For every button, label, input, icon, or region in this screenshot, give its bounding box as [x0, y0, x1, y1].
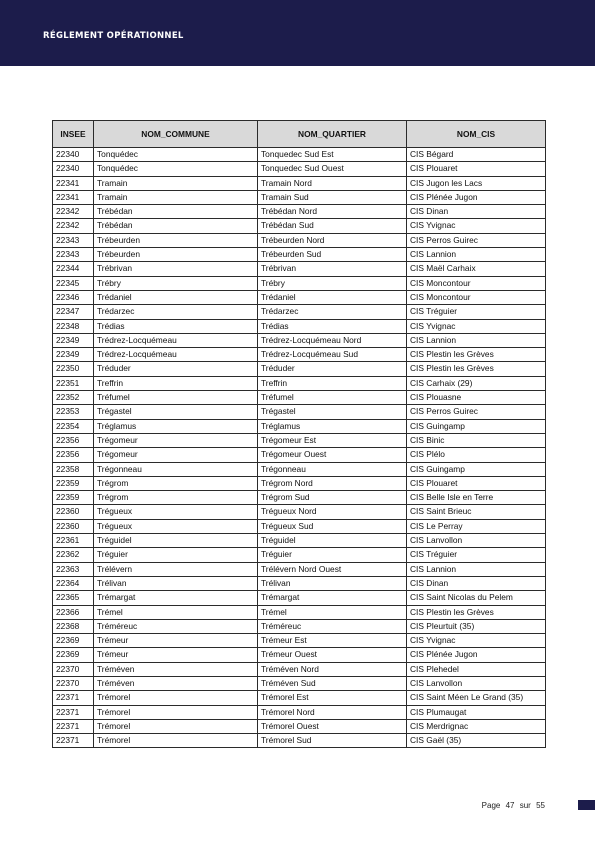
- cis-cell: CIS Guingamp: [407, 462, 546, 476]
- commune-cell: Trémeur: [94, 648, 258, 662]
- table-row: [53, 205, 546, 219]
- quartier-cell: Trébrivan: [258, 262, 407, 276]
- cis-cell: CIS Jugon les Lacs: [407, 176, 546, 190]
- insee-cell: 22352: [53, 391, 94, 405]
- table-row: [53, 576, 546, 590]
- cis-cell: CIS Moncontour: [407, 290, 546, 304]
- cis-cell: CIS Lannion: [407, 562, 546, 576]
- commune-cell: Trédias: [94, 319, 258, 333]
- table-row: [53, 333, 546, 347]
- cis-cell: CIS Plumaugat: [407, 705, 546, 719]
- commune-cell: Tonquédec: [94, 148, 258, 162]
- table-row: [53, 190, 546, 204]
- commune-cell: Tréméven: [94, 676, 258, 690]
- table-row: [53, 305, 546, 319]
- insee-cell: 22370: [53, 676, 94, 690]
- page-footer: [479, 801, 545, 810]
- cis-cell: CIS Le Perray: [407, 519, 546, 533]
- page-number: 47: [505, 801, 515, 810]
- table-row: [53, 276, 546, 290]
- cis-cell: CIS Maël Carhaix: [407, 262, 546, 276]
- cis-cell: CIS Yvignac: [407, 219, 546, 233]
- insee-cell: 22360: [53, 519, 94, 533]
- table-row: [53, 534, 546, 548]
- column-header-nom-cis: NOM_CIS: [407, 121, 546, 148]
- commune-cell: Tramain: [94, 176, 258, 190]
- quartier-cell: Trémorel Est: [258, 691, 407, 705]
- insee-cell: 22350: [53, 362, 94, 376]
- cis-cell: CIS Perros Guirec: [407, 405, 546, 419]
- commune-cell: Tréguier: [94, 548, 258, 562]
- commune-cell: Trébédan: [94, 219, 258, 233]
- quartier-cell: Trégueux Nord: [258, 505, 407, 519]
- insee-cell: 22369: [53, 634, 94, 648]
- page-sep: sur: [519, 801, 531, 810]
- quartier-cell: Trébeurden Sud: [258, 248, 407, 262]
- table-row: [53, 691, 546, 705]
- quartier-cell: Trébédan Nord: [258, 205, 407, 219]
- insee-cell: 22347: [53, 305, 94, 319]
- quartier-cell: Trédaniel: [258, 290, 407, 304]
- quartier-cell: Tréguier: [258, 548, 407, 562]
- table-row: [53, 419, 546, 433]
- commune-cell: Treffrin: [94, 376, 258, 390]
- cis-cell: CIS Lanvollon: [407, 534, 546, 548]
- table-row: [53, 290, 546, 304]
- quartier-cell: Trédarzec: [258, 305, 407, 319]
- quartier-cell: Trédias: [258, 319, 407, 333]
- footer-tab: [578, 800, 595, 810]
- document-title: RÉGLEMENT OPÉRATIONNEL: [43, 31, 184, 41]
- commune-cell: Trédaniel: [94, 290, 258, 304]
- quartier-cell: Trégonneau: [258, 462, 407, 476]
- quartier-cell: Trégomeur Est: [258, 433, 407, 447]
- commune-cell: Trégomeur: [94, 433, 258, 447]
- quartier-cell: Tréduder: [258, 362, 407, 376]
- cis-cell: CIS Yvignac: [407, 319, 546, 333]
- table-row: [53, 505, 546, 519]
- quartier-cell: Tréméven Nord: [258, 662, 407, 676]
- insee-cell: 22362: [53, 548, 94, 562]
- quartier-cell: Tramain Sud: [258, 190, 407, 204]
- quartier-cell: Trédrez-Locquémeau Nord: [258, 333, 407, 347]
- table-row: [53, 519, 546, 533]
- insee-cell: 22341: [53, 190, 94, 204]
- quartier-cell: Tréguidel: [258, 534, 407, 548]
- commune-cell: Tréduder: [94, 362, 258, 376]
- table-row: [53, 562, 546, 576]
- cis-cell: CIS Plouaret: [407, 162, 546, 176]
- quartier-cell: Trégrom Nord: [258, 476, 407, 490]
- commune-cell: Trébeurden: [94, 248, 258, 262]
- cis-cell: CIS Plouasne: [407, 391, 546, 405]
- insee-cell: 22364: [53, 576, 94, 590]
- page-label: Page: [481, 801, 501, 810]
- insee-cell: 22371: [53, 705, 94, 719]
- table-row: [53, 462, 546, 476]
- quartier-cell: Treffrin: [258, 376, 407, 390]
- quartier-cell: Trégastel: [258, 405, 407, 419]
- cis-cell: CIS Lannion: [407, 333, 546, 347]
- quartier-cell: Trélivan: [258, 576, 407, 590]
- table-row: [53, 248, 546, 262]
- commune-cell: Trémel: [94, 605, 258, 619]
- commune-cell: Trégueux: [94, 519, 258, 533]
- commune-cell: Tréfumel: [94, 391, 258, 405]
- commune-cell: Trégrom: [94, 476, 258, 490]
- insee-cell: 22359: [53, 491, 94, 505]
- insee-cell: 22348: [53, 319, 94, 333]
- table-row: [53, 662, 546, 676]
- quartier-cell: Trémargat: [258, 591, 407, 605]
- commune-cell: Trégonneau: [94, 462, 258, 476]
- commune-cell: Tréguidel: [94, 534, 258, 548]
- column-header-nom-commune: NOM_COMMUNE: [94, 121, 258, 148]
- quartier-cell: Trégomeur Ouest: [258, 448, 407, 462]
- cis-cell: CIS Plestin les Grèves: [407, 348, 546, 362]
- commune-cell: Trélévern: [94, 562, 258, 576]
- quartier-cell: Tréméreuc: [258, 619, 407, 633]
- table-row: [53, 319, 546, 333]
- cis-cell: CIS Bégard: [407, 148, 546, 162]
- insee-cell: 22371: [53, 719, 94, 733]
- table-row: [53, 648, 546, 662]
- quartier-cell: Trémorel Nord: [258, 705, 407, 719]
- commune-cell: Tonquédec: [94, 162, 258, 176]
- cis-cell: CIS Tréguier: [407, 548, 546, 562]
- quartier-cell: Trémorel Ouest: [258, 719, 407, 733]
- commune-cell: Tréméreuc: [94, 619, 258, 633]
- commune-cell: Trémeur: [94, 634, 258, 648]
- table-row: [53, 219, 546, 233]
- commune-table: [52, 120, 546, 748]
- cis-cell: CIS Dinan: [407, 576, 546, 590]
- cis-cell: CIS Plestin les Grèves: [407, 605, 546, 619]
- table-row: [53, 605, 546, 619]
- quartier-cell: Tonquedec Sud Ouest: [258, 162, 407, 176]
- quartier-cell: Tramain Nord: [258, 176, 407, 190]
- commune-cell: Trébrivan: [94, 262, 258, 276]
- commune-cell: Trébry: [94, 276, 258, 290]
- quartier-cell: Trébry: [258, 276, 407, 290]
- cis-cell: CIS Merdrignac: [407, 719, 546, 733]
- table-row: [53, 491, 546, 505]
- cis-cell: CIS Binic: [407, 433, 546, 447]
- table-row: [53, 734, 546, 748]
- quartier-cell: Trégueux Sud: [258, 519, 407, 533]
- quartier-cell: Trélévern Nord Ouest: [258, 562, 407, 576]
- insee-cell: 22340: [53, 148, 94, 162]
- cis-cell: CIS Moncontour: [407, 276, 546, 290]
- commune-cell: Trégastel: [94, 405, 258, 419]
- header-band: [0, 0, 595, 66]
- insee-cell: 22360: [53, 505, 94, 519]
- table-row: [53, 233, 546, 247]
- table-row: [53, 591, 546, 605]
- insee-cell: 22358: [53, 462, 94, 476]
- quartier-cell: Trémorel Sud: [258, 734, 407, 748]
- cis-cell: CIS Guingamp: [407, 419, 546, 433]
- cis-cell: CIS Plénée Jugon: [407, 648, 546, 662]
- table-row: [53, 176, 546, 190]
- table-row: [53, 476, 546, 490]
- table-row: [53, 405, 546, 419]
- commune-cell: Trédrez-Locquémeau: [94, 333, 258, 347]
- commune-cell: Trébeurden: [94, 233, 258, 247]
- insee-cell: 22341: [53, 176, 94, 190]
- insee-cell: 22344: [53, 262, 94, 276]
- table-row: [53, 719, 546, 733]
- insee-cell: 22342: [53, 205, 94, 219]
- commune-cell: Trémargat: [94, 591, 258, 605]
- quartier-cell: Tréfumel: [258, 391, 407, 405]
- insee-cell: 22371: [53, 691, 94, 705]
- table-header-row: [53, 121, 546, 148]
- insee-cell: 22349: [53, 333, 94, 347]
- cis-cell: CIS Gaël (35): [407, 734, 546, 748]
- cis-cell: CIS Plouaret: [407, 476, 546, 490]
- quartier-cell: Trégrom Sud: [258, 491, 407, 505]
- cis-cell: CIS Plénée Jugon: [407, 190, 546, 204]
- table-row: [53, 148, 546, 162]
- commune-cell: Trémorel: [94, 734, 258, 748]
- cis-cell: CIS Tréguier: [407, 305, 546, 319]
- insee-cell: 22356: [53, 448, 94, 462]
- column-header-insee: INSEE: [53, 121, 94, 148]
- insee-cell: 22370: [53, 662, 94, 676]
- commune-cell: Trébédan: [94, 205, 258, 219]
- table-row: [53, 433, 546, 447]
- table-row: [53, 262, 546, 276]
- cis-cell: CIS Perros Guirec: [407, 233, 546, 247]
- insee-cell: 22359: [53, 476, 94, 490]
- cis-cell: CIS Carhaix (29): [407, 376, 546, 390]
- insee-cell: 22356: [53, 433, 94, 447]
- quartier-cell: Tréglamus: [258, 419, 407, 433]
- commune-cell: Trédrez-Locquémeau: [94, 348, 258, 362]
- cis-cell: CIS Yvignac: [407, 634, 546, 648]
- table-row: [53, 162, 546, 176]
- insee-cell: 22371: [53, 734, 94, 748]
- insee-cell: 22354: [53, 419, 94, 433]
- insee-cell: 22351: [53, 376, 94, 390]
- cis-cell: CIS Saint Méen Le Grand (35): [407, 691, 546, 705]
- table-row: [53, 548, 546, 562]
- insee-cell: 22369: [53, 648, 94, 662]
- commune-cell: Trégueux: [94, 505, 258, 519]
- insee-cell: 22343: [53, 248, 94, 262]
- cis-cell: CIS Lannion: [407, 248, 546, 262]
- commune-cell: Tréglamus: [94, 419, 258, 433]
- insee-cell: 22368: [53, 619, 94, 633]
- table-row: [53, 634, 546, 648]
- cis-cell: CIS Saint Brieuc: [407, 505, 546, 519]
- table-row: [53, 348, 546, 362]
- commune-cell: Trémorel: [94, 719, 258, 733]
- cis-cell: CIS Pleurtuit (35): [407, 619, 546, 633]
- table-row: [53, 705, 546, 719]
- insee-cell: 22366: [53, 605, 94, 619]
- table-row: [53, 676, 546, 690]
- cis-cell: CIS Plestin les Grèves: [407, 362, 546, 376]
- insee-cell: 22349: [53, 348, 94, 362]
- table-row: [53, 376, 546, 390]
- commune-cell: Trémorel: [94, 691, 258, 705]
- commune-cell: Tramain: [94, 190, 258, 204]
- insee-cell: 22353: [53, 405, 94, 419]
- cis-cell: CIS Saint Nicolas du Pelem: [407, 591, 546, 605]
- cis-cell: CIS Dinan: [407, 205, 546, 219]
- insee-cell: 22363: [53, 562, 94, 576]
- cis-cell: CIS Plehedel: [407, 662, 546, 676]
- table-row: [53, 619, 546, 633]
- quartier-cell: Trémeur Ouest: [258, 648, 407, 662]
- insee-cell: 22342: [53, 219, 94, 233]
- cis-cell: CIS Plélo: [407, 448, 546, 462]
- cis-cell: CIS Belle Isle en Terre: [407, 491, 546, 505]
- quartier-cell: Trébeurden Nord: [258, 233, 407, 247]
- insee-cell: 22343: [53, 233, 94, 247]
- insee-cell: 22365: [53, 591, 94, 605]
- insee-cell: 22346: [53, 290, 94, 304]
- table-row: [53, 362, 546, 376]
- insee-cell: 22340: [53, 162, 94, 176]
- insee-cell: 22345: [53, 276, 94, 290]
- quartier-cell: Trémel: [258, 605, 407, 619]
- quartier-cell: Trébédan Sud: [258, 219, 407, 233]
- page-total: 55: [536, 801, 545, 810]
- table-row: [53, 448, 546, 462]
- commune-cell: Trégomeur: [94, 448, 258, 462]
- commune-cell: Trémorel: [94, 705, 258, 719]
- commune-cell: Trédarzec: [94, 305, 258, 319]
- commune-cell: Trégrom: [94, 491, 258, 505]
- commune-cell: Trélivan: [94, 576, 258, 590]
- quartier-cell: Tonquedec Sud Est: [258, 148, 407, 162]
- quartier-cell: Trédrez-Locquémeau Sud: [258, 348, 407, 362]
- quartier-cell: Tréméven Sud: [258, 676, 407, 690]
- quartier-cell: Trémeur Est: [258, 634, 407, 648]
- insee-cell: 22361: [53, 534, 94, 548]
- table-body: [53, 148, 546, 748]
- commune-cell: Tréméven: [94, 662, 258, 676]
- column-header-nom-quartier: NOM_QUARTIER: [258, 121, 407, 148]
- cis-cell: CIS Lanvollon: [407, 676, 546, 690]
- table-row: [53, 391, 546, 405]
